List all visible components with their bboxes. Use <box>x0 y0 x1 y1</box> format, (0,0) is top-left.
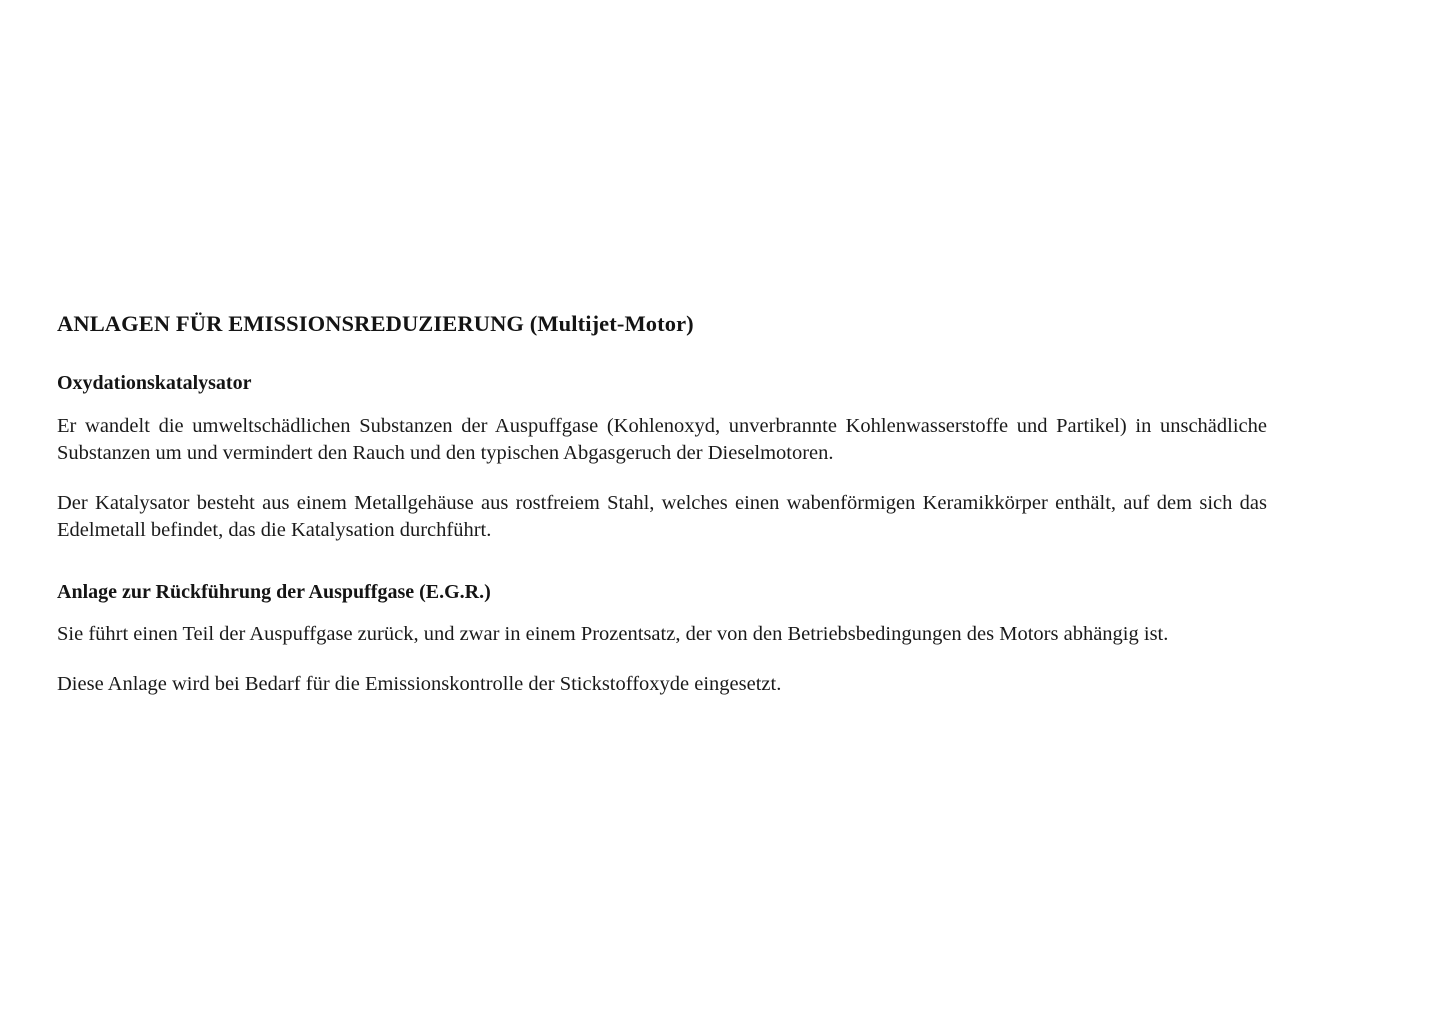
section-heading-oxydationskatalysator: Oxydationskatalysator <box>57 372 252 395</box>
paragraph-oxydationskatalysator-2: Der Katalysator besteht aus einem Metallgehäuse aus rostfreiem Stahl, welches einen wabenförmigen Keramikkörper enthält, auf dem sich das Edelmetall befindet, das die Katalysation durchführt. <box>57 492 1267 542</box>
section-heading-egr: Anlage zur Rückführung der Auspuffgase (E.G.R.) <box>57 580 491 603</box>
paragraph-egr-1: Sie führt einen Teil der Auspuffgase zurück, und zwar in einem Prozentsatz, der von den Betriebsbedingungen des Motors abhängig ist. <box>57 622 1169 645</box>
paragraph-egr-2: Diese Anlage wird bei Bedarf für die Emissionskontrolle der Stickstoffoxyde eingesetzt. <box>57 673 782 696</box>
page-title: ANLAGEN FÜR EMISSIONSREDUZIERUNG (Multijet-Motor) <box>57 311 694 336</box>
document-content <box>57 310 1267 698</box>
paragraph-oxydationskatalysator-1: Er wandelt die umweltschädlichen Substanzen der Auspuffgase (Kohlenoxyd, unverbrannte Kohlenwasserstoffe und Partikel) in unschädliche Substanzen um und vermindert den Rauch und den typischen Abgasgeruch der Dieselmotoren. <box>57 415 1267 464</box>
